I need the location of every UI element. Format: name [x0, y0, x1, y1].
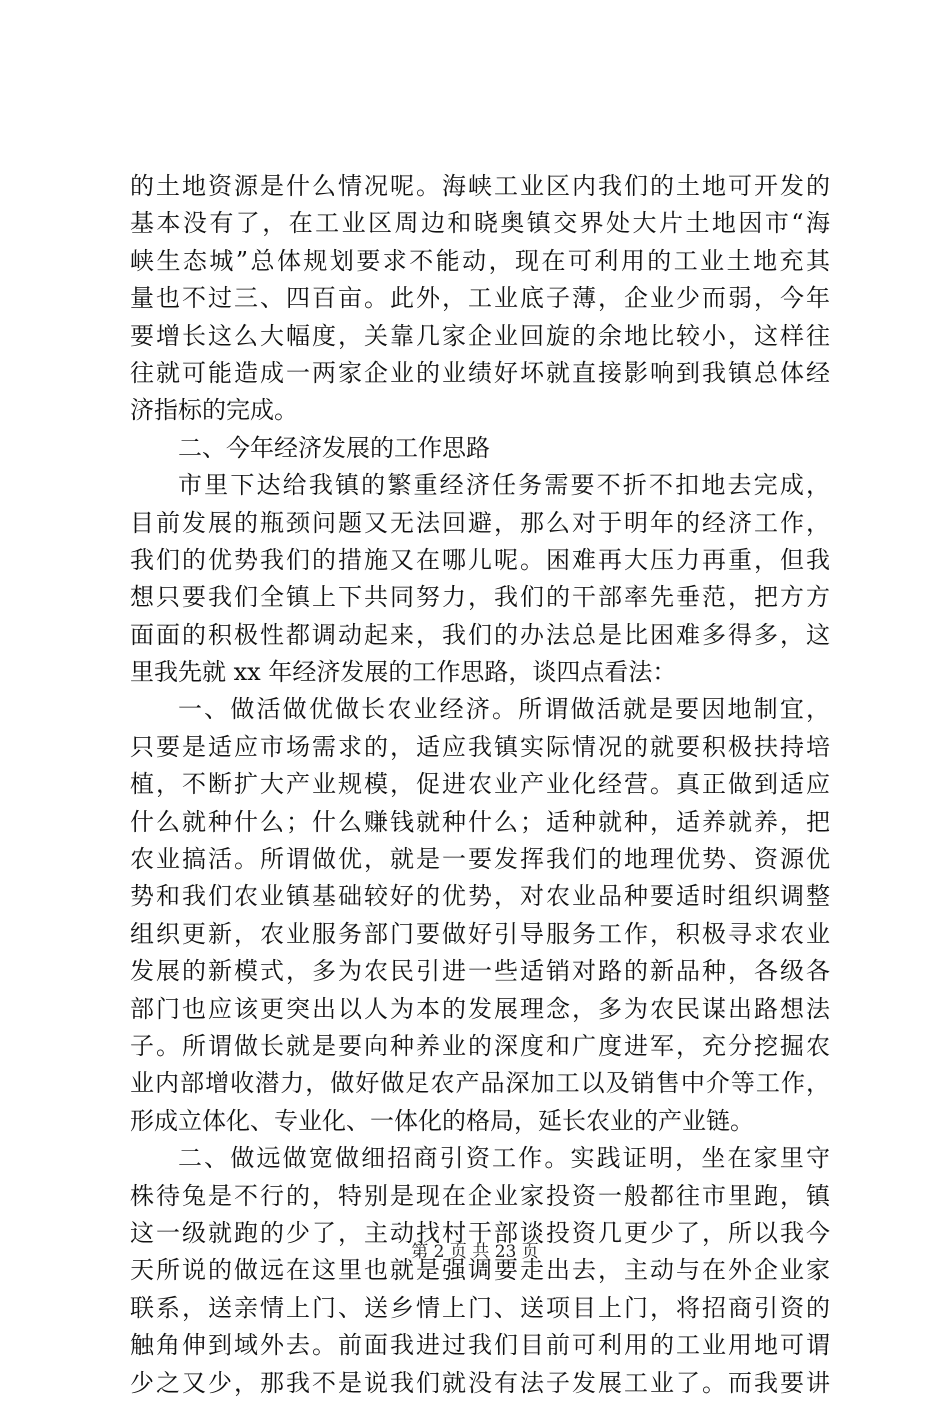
text-line: 触角伸到域外去。前面我进过我们目前可利用的工业用地可谓 — [130, 1331, 830, 1360]
text-line: 株待兔是不行的，特别是现在企业家投资一般都往市里跑，镇 — [130, 1181, 830, 1210]
text-line: 里我先就 xx 年经济发展的工作思路，谈四点看法： — [130, 658, 677, 687]
text-line: 天所说的做远在这里也就是强调要走出去，主动与在外企业家 — [130, 1256, 830, 1285]
text-line: 想只要我们全镇上下共同努力，我们的干部率先垂范，把方方 — [130, 583, 830, 612]
text-line: 量也不过三、四百亩。此外，工业底子薄，企业少而弱，今年 — [130, 284, 830, 313]
text-line: 二、做远做宽做细招商引资工作。实践证明，坐在家里守 — [178, 1144, 830, 1173]
text-line: 市里下达给我镇的繁重经济任务需要不折不扣地去完成， — [178, 471, 830, 500]
text-line: 要增长这么大幅度，关靠几家企业回旋的余地比较小，这样往 — [130, 321, 830, 350]
text-line: 什么就种什么；什么赚钱就种什么；适种就种，适养就养，把 — [130, 807, 830, 836]
text-line: 业内部增收潜力，做好做足农产品深加工以及销售中介等工作， — [130, 1069, 830, 1098]
text-line: 势和我们农业镇基础较好的优势，对农业品种要适时组织调整 — [130, 882, 830, 911]
text-line: 基本没有了，在工业区周边和晓奥镇交界处大片土地因市“海 — [130, 209, 830, 238]
text-line: 只要是适应市场需求的，适应我镇实际情况的就要积极扶持培 — [130, 732, 830, 761]
text-line: 子。所谓做长就是要向种养业的深度和广度进军，充分挖掘农 — [130, 1031, 830, 1060]
text-line: 部门也应该更突出以人为本的发展理念，多为农民谋出路想法 — [130, 994, 830, 1023]
text-line: 峡生态城”总体规划要求不能动，现在可利用的工业土地充其 — [130, 246, 830, 275]
text-line: 一、做活做优做长农业经济。所谓做活就是要因地制宜， — [178, 695, 830, 724]
text-line: 植，不断扩大产业规模，促进农业产业化经营。真正做到适应 — [130, 770, 830, 799]
text-line: 组织更新，农业服务部门要做好引导服务工作，积极寻求农业 — [130, 919, 830, 948]
text-line: 目前发展的瓶颈问题又无法回避，那么对于明年的经济工作， — [130, 508, 830, 537]
text-line: 往就可能造成一两家企业的业绩好坏就直接影响到我镇总体经 — [130, 358, 830, 387]
text-line: 我们的优势我们的措施又在哪儿呢。困难再大压力再重，但我 — [130, 545, 830, 574]
text-line: 农业搞活。所谓做优，就是一要发挥我们的地理优势、资源优 — [130, 845, 830, 874]
text-line: 联系，送亲情上门、送乡情上门、送项目上门，将招商引资的 — [130, 1293, 830, 1322]
text-line: 少之又少，那我不是说我们就没有法子发展工业了。而我要讲 — [130, 1368, 830, 1397]
body-text — [130, 168, 830, 1402]
text-line: 的土地资源是什么情况呢。海峡工业区内我们的土地可开发的 — [130, 172, 830, 200]
page-number-footer: 第 2 页 共 23 页 — [411, 1242, 539, 1262]
text-line: 济指标的完成。 — [130, 396, 298, 425]
section-heading: 二、今年经济发展的工作思路 — [178, 433, 490, 462]
text-line: 发展的新模式，多为农民引进一些适销对路的新品种，各级各 — [130, 957, 830, 986]
text-line: 面面的积极性都调动起来，我们的办法总是比困难多得多，这 — [130, 620, 830, 649]
text-line: 这一级就跑的少了，主动找村干部谈投资几更少了，所以我今 — [130, 1218, 830, 1247]
text-line: 形成立体化、专业化、一体化的格局，延长农业的产业链。 — [130, 1106, 754, 1135]
